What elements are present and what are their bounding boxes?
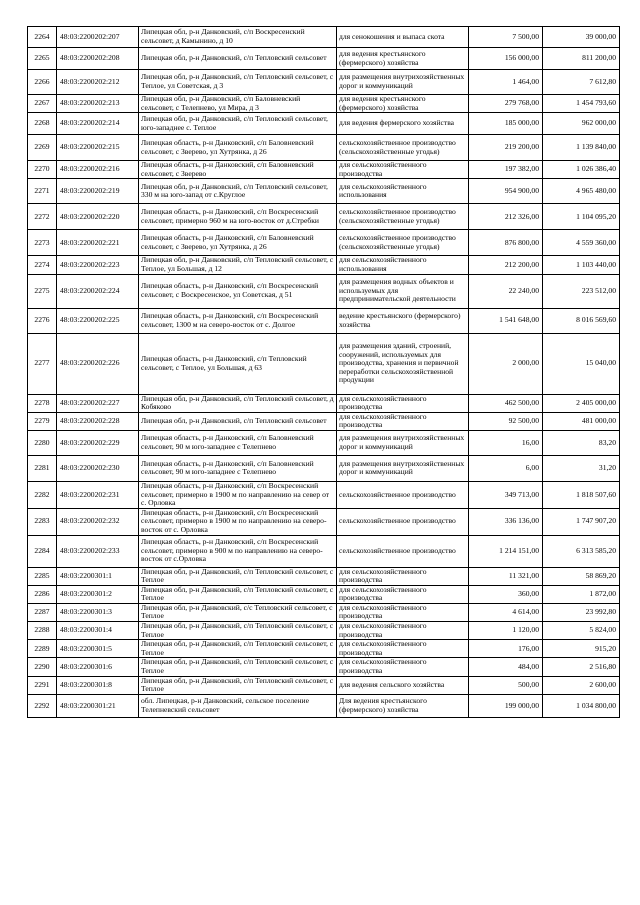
table-row xyxy=(28,204,620,230)
cadastral-number: 48:03:2200202:233 xyxy=(57,535,139,567)
table-row xyxy=(28,640,620,658)
area-cell: 11 321,00 xyxy=(469,567,543,585)
area-cell: 360,00 xyxy=(469,585,543,603)
purpose-cell: для сельскохозяйственного производства xyxy=(337,412,469,430)
table-row xyxy=(28,394,620,412)
purpose-cell: для сельскохозяйственного производства xyxy=(337,161,469,179)
address-cell: Липецкая обл, р-н Данковский, с/п Тепловский сельсовет, с Теплое xyxy=(139,585,337,603)
land-plots-table xyxy=(27,26,620,718)
purpose-cell: для сенокошения и выпаса скота xyxy=(337,27,469,48)
value-cell: 481 000,00 xyxy=(543,412,620,430)
row-number: 2288 xyxy=(28,622,57,640)
area-cell: 349 713,00 xyxy=(469,481,543,508)
row-number: 2277 xyxy=(28,333,57,394)
purpose-cell: для сельскохозяйственного производства xyxy=(337,658,469,676)
value-cell: 1 747 907,20 xyxy=(543,508,620,535)
table-row xyxy=(28,179,620,204)
value-cell: 2 405 000,00 xyxy=(543,394,620,412)
row-number: 2290 xyxy=(28,658,57,676)
value-cell: 1 818 507,60 xyxy=(543,481,620,508)
table-row xyxy=(28,113,620,135)
value-cell: 23 992,80 xyxy=(543,603,620,621)
address-cell: Липецкая обл, р-н Данковский, с/п Тепловский сельсовет, с Теплое, ул Советская, д 3 xyxy=(139,70,337,95)
value-cell: 1 103 440,00 xyxy=(543,256,620,274)
table-row xyxy=(28,455,620,481)
purpose-cell: для сельскохозяйственного производства xyxy=(337,585,469,603)
address-cell: Липецкая обл, р-н Данковский, с/п Тепловский сельсовет xyxy=(139,412,337,430)
cadastral-number: 48:03:2200202:220 xyxy=(57,204,139,230)
cadastral-number: 48:03:2200301:3 xyxy=(57,603,139,621)
purpose-cell: для размещения водных объектов и используемых для предпринимательской деятельности xyxy=(337,274,469,308)
purpose-cell: для размещения зданий, строений, сооружений, используемых для производства, хранения и первичной переработки сельскохозяйственной продукции xyxy=(337,333,469,394)
cadastral-number: 48:03:2200202:227 xyxy=(57,394,139,412)
area-cell: 7 500,00 xyxy=(469,27,543,48)
address-cell: Липецкая обл, р-н Данковский, с/п Баловневский сельсовет, с Телепнево, ул Мира, д 3 xyxy=(139,95,337,113)
address-cell: Липецкая область, р-н Данковский, с/п Баловневский сельсовет, с Зверево xyxy=(139,161,337,179)
cadastral-number: 48:03:2200301:5 xyxy=(57,640,139,658)
row-number: 2278 xyxy=(28,394,57,412)
row-number: 2266 xyxy=(28,70,57,95)
address-cell: Липецкая область, р-н Данковский, с/п Воскресенский сельсовет, примерно в 1900 м по направлению на север от с. Орловка xyxy=(139,481,337,508)
row-number: 2268 xyxy=(28,113,57,135)
value-cell: 1 104 095,20 xyxy=(543,204,620,230)
table-row xyxy=(28,48,620,70)
address-cell: Липецкая область, р-н Данковский, с/п Воскресенский сельсовет, примерно в 1900 м по направлению на северо-восток от с. Орловка xyxy=(139,508,337,535)
row-number: 2274 xyxy=(28,256,57,274)
table-row xyxy=(28,585,620,603)
row-number: 2283 xyxy=(28,508,57,535)
area-cell: 1 214 151,00 xyxy=(469,535,543,567)
purpose-cell: для сельскохозяйственного производства xyxy=(337,394,469,412)
cadastral-number: 48:03:2200202:226 xyxy=(57,333,139,394)
table-row xyxy=(28,333,620,394)
cadastral-number: 48:03:2200202:207 xyxy=(57,27,139,48)
value-cell: 915,20 xyxy=(543,640,620,658)
row-number: 2269 xyxy=(28,135,57,161)
row-number: 2275 xyxy=(28,274,57,308)
purpose-cell: сельскохозяйственное производство xyxy=(337,508,469,535)
area-cell: 462 500,00 xyxy=(469,394,543,412)
cadastral-number: 48:03:2200202:219 xyxy=(57,179,139,204)
cadastral-number: 48:03:2200202:229 xyxy=(57,430,139,455)
table-row xyxy=(28,161,620,179)
cadastral-number: 48:03:2200202:228 xyxy=(57,412,139,430)
purpose-cell: для размещения внутрихозяйственных дорог и коммуникаций xyxy=(337,430,469,455)
table-row xyxy=(28,430,620,455)
row-number: 2270 xyxy=(28,161,57,179)
address-cell: Липецкая область, р-н Данковский, с/п Баловневский сельсовет, с Зверево, ул Хутрянка, д 26 xyxy=(139,230,337,256)
cadastral-number: 48:03:2200301:2 xyxy=(57,585,139,603)
purpose-cell: для ведения крестьянского (фермерского) хозяйства xyxy=(337,48,469,70)
purpose-cell: для сельскохозяйственного использования xyxy=(337,256,469,274)
purpose-cell: для сельскохозяйственного использования xyxy=(337,179,469,204)
value-cell: 1 454 793,60 xyxy=(543,95,620,113)
value-cell: 4 965 480,00 xyxy=(543,179,620,204)
row-number: 2280 xyxy=(28,430,57,455)
area-cell: 197 382,00 xyxy=(469,161,543,179)
cadastral-number: 48:03:2200202:225 xyxy=(57,308,139,333)
value-cell: 83,20 xyxy=(543,430,620,455)
purpose-cell: сельскохозяйственное производство (сельскохозяйственные угодья) xyxy=(337,135,469,161)
table-row xyxy=(28,256,620,274)
value-cell: 1 139 840,00 xyxy=(543,135,620,161)
area-cell: 16,00 xyxy=(469,430,543,455)
row-number: 2285 xyxy=(28,567,57,585)
purpose-cell: сельскохозяйственное производство xyxy=(337,535,469,567)
cadastral-number: 48:03:2200301:8 xyxy=(57,676,139,694)
cadastral-number: 48:03:2200202:216 xyxy=(57,161,139,179)
address-cell: Липецкая обл, р-н Данковский, с/п Тепловский сельсовет, юго-западнее с. Теплое xyxy=(139,113,337,135)
value-cell: 811 200,00 xyxy=(543,48,620,70)
address-cell: Липецкая обл, р-н Данковский, с/п Тепловский сельсовет, 330 м на юго-запад от с.Круглое xyxy=(139,179,337,204)
cadastral-number: 48:03:2200301:6 xyxy=(57,658,139,676)
row-number: 2292 xyxy=(28,694,57,717)
cadastral-number: 48:03:2200202:214 xyxy=(57,113,139,135)
area-cell: 4 614,00 xyxy=(469,603,543,621)
value-cell: 223 512,00 xyxy=(543,274,620,308)
cadastral-number: 48:03:2200202:224 xyxy=(57,274,139,308)
purpose-cell: для размещения внутрихозяйственных дорог и коммуникаций xyxy=(337,455,469,481)
address-cell: Липецкая обл, р-н Данковский, с/п Тепловский сельсовет, с Теплое xyxy=(139,567,337,585)
address-cell: Липецкая область, р-н Данковский, с/п Воскресенский сельсовет, примерно 960 м на юго-восток от д.Стребки xyxy=(139,204,337,230)
area-cell: 484,00 xyxy=(469,658,543,676)
table-row xyxy=(28,694,620,717)
row-number: 2264 xyxy=(28,27,57,48)
address-cell: Липецкая обл, р-н Данковский, с/п Тепловский сельсовет, д Кобяково xyxy=(139,394,337,412)
cadastral-number: 48:03:2200202:208 xyxy=(57,48,139,70)
row-number: 2265 xyxy=(28,48,57,70)
area-cell: 6,00 xyxy=(469,455,543,481)
value-cell: 2 516,80 xyxy=(543,658,620,676)
address-cell: Липецкая обл, р-н Данковский, с/п Воскресенский сельсовет, д Камынино, д 10 xyxy=(139,27,337,48)
table-body xyxy=(28,27,620,718)
purpose-cell: сельскохозяйственное производство (сельскохозяйственные угодья) xyxy=(337,204,469,230)
area-cell: 92 500,00 xyxy=(469,412,543,430)
area-cell: 156 000,00 xyxy=(469,48,543,70)
row-number: 2291 xyxy=(28,676,57,694)
row-number: 2276 xyxy=(28,308,57,333)
address-cell: Липецкая обл, р-н Данковский, с/с Тепловский сельсовет, с Теплое xyxy=(139,603,337,621)
purpose-cell: для ведения крестьянского (фермерского) хозяйства xyxy=(337,95,469,113)
table-row xyxy=(28,603,620,621)
cadastral-number: 48:03:2200202:215 xyxy=(57,135,139,161)
purpose-cell: для сельскохозяйственного производства xyxy=(337,622,469,640)
value-cell: 15 040,00 xyxy=(543,333,620,394)
area-cell: 279 768,00 xyxy=(469,95,543,113)
address-cell: Липецкая область, р-н Данковский, с/п Воскресенский сельсовет, примерно в 900 м по направлению на северо-восток от с.Орловка xyxy=(139,535,337,567)
purpose-cell: для сельскохозяйственного производства xyxy=(337,567,469,585)
purpose-cell: для сельскохозяйственного производства xyxy=(337,603,469,621)
area-cell: 212 326,00 xyxy=(469,204,543,230)
purpose-cell: для ведения сельского хозяйства xyxy=(337,676,469,694)
purpose-cell: ведение крестьянского (фермерского) хозяйства xyxy=(337,308,469,333)
cadastral-number: 48:03:2200202:213 xyxy=(57,95,139,113)
address-cell: Липецкая область, р-н Данковский, с/п Баловневский сельсовет, 90 м юго-западнее с Телепнево xyxy=(139,430,337,455)
area-cell: 212 200,00 xyxy=(469,256,543,274)
value-cell: 4 559 360,00 xyxy=(543,230,620,256)
purpose-cell: Для ведения крестьянского (фермерского) хозяйства xyxy=(337,694,469,717)
address-cell: Липецкая область, р-н Данковский, с/п Тепловский сельсовет, с Теплое, ул Большая, д 63 xyxy=(139,333,337,394)
value-cell: 31,20 xyxy=(543,455,620,481)
value-cell: 7 612,80 xyxy=(543,70,620,95)
area-cell: 876 800,00 xyxy=(469,230,543,256)
table-row xyxy=(28,70,620,95)
area-cell: 1 120,00 xyxy=(469,622,543,640)
table-row xyxy=(28,535,620,567)
row-number: 2279 xyxy=(28,412,57,430)
value-cell: 962 000,00 xyxy=(543,113,620,135)
area-cell: 336 136,00 xyxy=(469,508,543,535)
purpose-cell: для сельскохозяйственного производства xyxy=(337,640,469,658)
address-cell: Липецкая обл, р-н Данковский, с/п Тепловский сельсовет, с Теплое xyxy=(139,676,337,694)
table-row xyxy=(28,135,620,161)
row-number: 2289 xyxy=(28,640,57,658)
table-row xyxy=(28,658,620,676)
value-cell: 5 824,00 xyxy=(543,622,620,640)
row-number: 2287 xyxy=(28,603,57,621)
purpose-cell: сельскохозяйственное производство xyxy=(337,481,469,508)
row-number: 2282 xyxy=(28,481,57,508)
address-cell: Липецкая область, р-н Данковский, с/п Баловневский сельсовет, с Зверево, ул Хутрянка, д 26 xyxy=(139,135,337,161)
address-cell: Липецкая обл, р-н Данковский, с/п Тепловский сельсовет, с Теплое xyxy=(139,640,337,658)
area-cell: 219 200,00 xyxy=(469,135,543,161)
area-cell: 954 900,00 xyxy=(469,179,543,204)
table-row xyxy=(28,27,620,48)
address-cell: Липецкая обл, р-н Данковский, с/п Тепловский сельсовет, с Теплое xyxy=(139,622,337,640)
table-row xyxy=(28,412,620,430)
row-number: 2272 xyxy=(28,204,57,230)
value-cell: 8 016 569,60 xyxy=(543,308,620,333)
table-row xyxy=(28,95,620,113)
value-cell: 58 869,20 xyxy=(543,567,620,585)
row-number: 2267 xyxy=(28,95,57,113)
table-row xyxy=(28,481,620,508)
address-cell: Липецкая обл, р-н Данковский, с/п Тепловский сельсовет, с Теплое xyxy=(139,658,337,676)
value-cell: 1 026 386,40 xyxy=(543,161,620,179)
cadastral-number: 48:03:2200301:21 xyxy=(57,694,139,717)
table-row xyxy=(28,274,620,308)
cadastral-number: 48:03:2200202:221 xyxy=(57,230,139,256)
address-cell: Липецкая область, р-н Данковский, с/п Баловневский сельсовет, 90 м юго-западнее с Телепнево xyxy=(139,455,337,481)
area-cell: 199 000,00 xyxy=(469,694,543,717)
address-cell: Липецкая обл, р-н Данковский, с/п Тепловский сельсовет xyxy=(139,48,337,70)
table-row xyxy=(28,508,620,535)
row-number: 2273 xyxy=(28,230,57,256)
value-cell: 1 872,00 xyxy=(543,585,620,603)
area-cell: 500,00 xyxy=(469,676,543,694)
row-number: 2284 xyxy=(28,535,57,567)
area-cell: 2 000,00 xyxy=(469,333,543,394)
area-cell: 185 000,00 xyxy=(469,113,543,135)
table-row xyxy=(28,622,620,640)
table-row xyxy=(28,676,620,694)
cadastral-number: 48:03:2200301:1 xyxy=(57,567,139,585)
value-cell: 6 313 585,20 xyxy=(543,535,620,567)
address-cell: Липецкая область, р-н Данковский, с/п Воскресенский сельсовет, 1300 м на северо-восток от с. Долгое xyxy=(139,308,337,333)
area-cell: 22 240,00 xyxy=(469,274,543,308)
purpose-cell: сельскохозяйственное производство (сельскохозяйственные угодья) xyxy=(337,230,469,256)
cadastral-number: 48:03:2200301:4 xyxy=(57,622,139,640)
purpose-cell: для размещения внутрихозяйственных дорог и коммуникаций xyxy=(337,70,469,95)
row-number: 2271 xyxy=(28,179,57,204)
table-row xyxy=(28,308,620,333)
table-row xyxy=(28,230,620,256)
cadastral-number: 48:03:2200202:230 xyxy=(57,455,139,481)
value-cell: 1 034 800,00 xyxy=(543,694,620,717)
cadastral-number: 48:03:2200202:223 xyxy=(57,256,139,274)
row-number: 2281 xyxy=(28,455,57,481)
cadastral-number: 48:03:2200202:231 xyxy=(57,481,139,508)
address-cell: Липецкая область, р-н Данковский, с/п Воскресенский сельсовет, с Воскресенское, ул Советская, д 51 xyxy=(139,274,337,308)
value-cell: 2 600,00 xyxy=(543,676,620,694)
area-cell: 1 464,00 xyxy=(469,70,543,95)
purpose-cell: для ведения фермерского хозяйства xyxy=(337,113,469,135)
row-number: 2286 xyxy=(28,585,57,603)
address-cell: Липецкая обл, р-н Данковский, с/п Тепловский сельсовет, с Теплое, ул Большая, д 12 xyxy=(139,256,337,274)
area-cell: 1 541 648,00 xyxy=(469,308,543,333)
cadastral-number: 48:03:2200202:212 xyxy=(57,70,139,95)
cadastral-number: 48:03:2200202:232 xyxy=(57,508,139,535)
area-cell: 176,00 xyxy=(469,640,543,658)
address-cell: обл. Липецкая, р-н Данковский, сельское поселение Телепневский сельсовет xyxy=(139,694,337,717)
value-cell: 39 000,00 xyxy=(543,27,620,48)
table-row xyxy=(28,567,620,585)
